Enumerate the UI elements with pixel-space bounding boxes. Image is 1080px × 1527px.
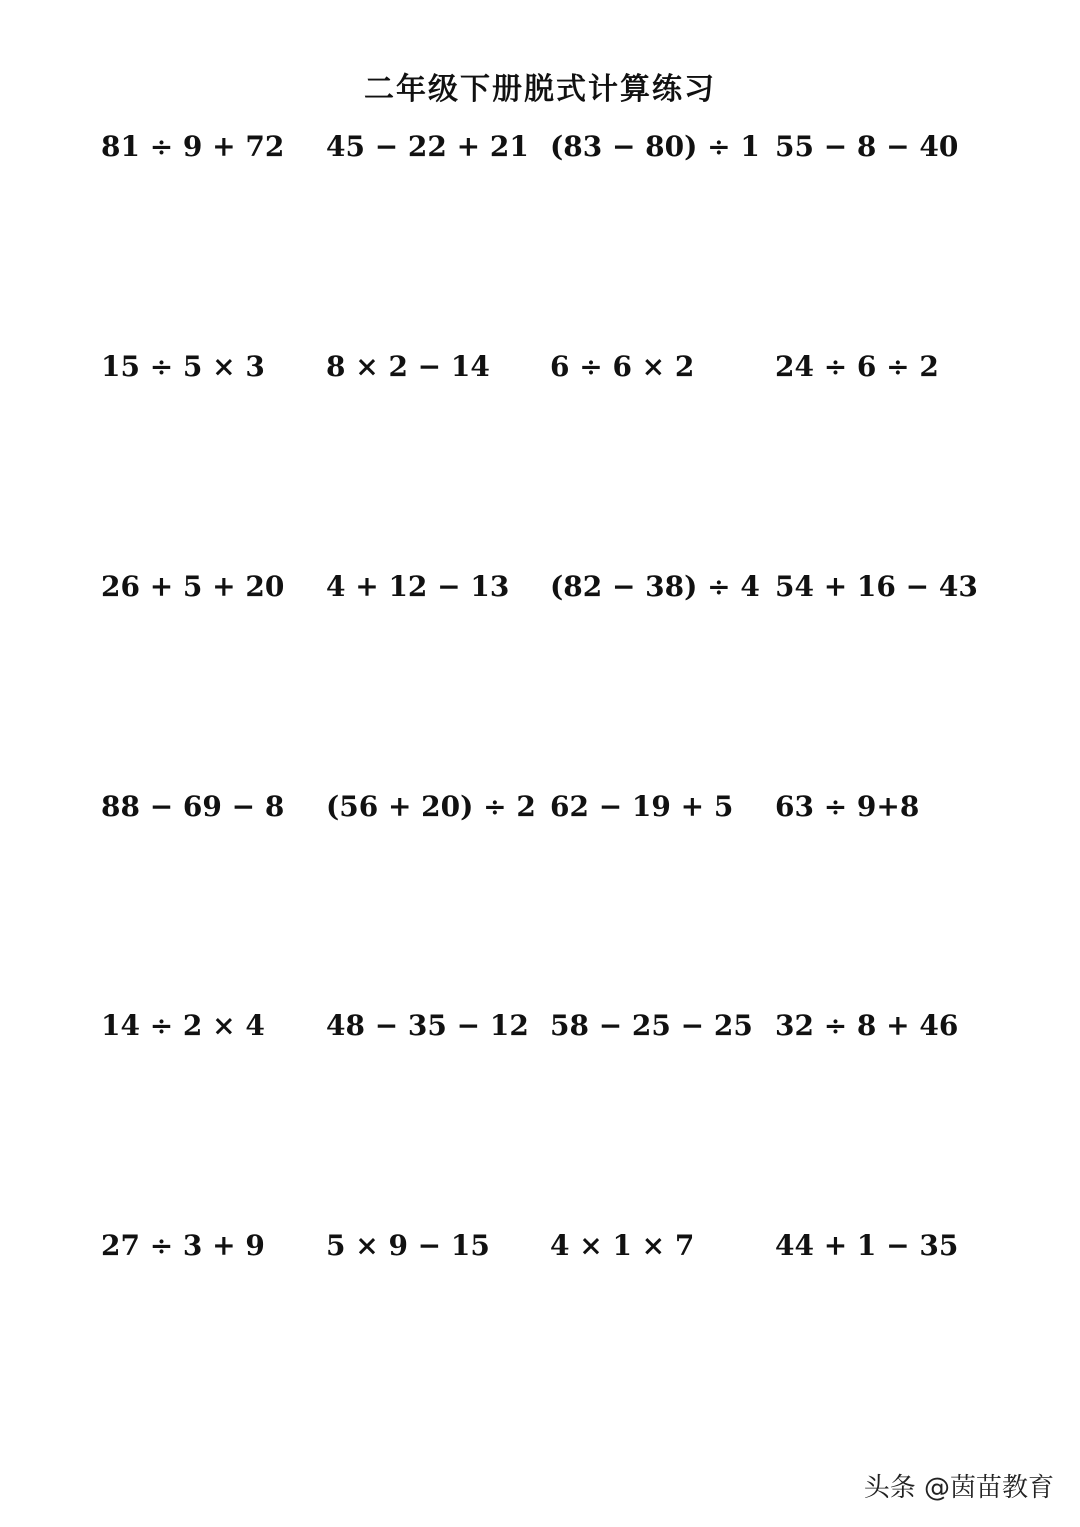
problem-r4-c4: 63 ÷ 9+8: [775, 790, 920, 823]
problem-r3-c4: 54 + 16 − 43: [775, 570, 978, 603]
problem-r4-c3: 62 − 19 + 5: [550, 790, 734, 823]
problem-r6-c1: 27 ÷ 3 + 9: [101, 1229, 265, 1262]
problem-r1-c1: 81 ÷ 9 + 72: [101, 130, 285, 163]
problem-r1-c3: (83 − 80) ÷ 1: [550, 130, 760, 163]
problem-r5-c1: 14 ÷ 2 × 4: [101, 1009, 265, 1042]
problem-r5-c2: 48 − 35 − 12: [326, 1009, 529, 1042]
problem-r5-c4: 32 ÷ 8 + 46: [775, 1009, 959, 1042]
problem-r1-c4: 55 − 8 − 40: [775, 130, 959, 163]
problem-r2-c3: 6 ÷ 6 × 2: [550, 350, 695, 383]
problem-r2-c4: 24 ÷ 6 ÷ 2: [775, 350, 939, 383]
problem-r6-c2: 5 × 9 − 15: [326, 1229, 490, 1262]
problem-r1-c2: 45 − 22 + 21: [326, 130, 529, 163]
problem-r3-c3: (82 − 38) ÷ 4: [550, 570, 760, 603]
problem-r6-c4: 44 + 1 − 35: [775, 1229, 959, 1262]
page-title: 二年级下册脱式计算练习: [364, 72, 716, 107]
problem-r4-c2: (56 + 20) ÷ 2: [326, 790, 536, 823]
problem-r6-c3: 4 × 1 × 7: [550, 1229, 695, 1262]
problem-r3-c2: 4 + 12 − 13: [326, 570, 510, 603]
watermark: 头条 @茵苗教育: [863, 1473, 1054, 1503]
problem-r2-c1: 15 ÷ 5 × 3: [101, 350, 265, 383]
problem-r2-c2: 8 × 2 − 14: [326, 350, 490, 383]
problem-r5-c3: 58 − 25 − 25: [550, 1009, 753, 1042]
problem-r3-c1: 26 + 5 + 20: [101, 570, 285, 603]
problem-r4-c1: 88 − 69 − 8: [101, 790, 285, 823]
